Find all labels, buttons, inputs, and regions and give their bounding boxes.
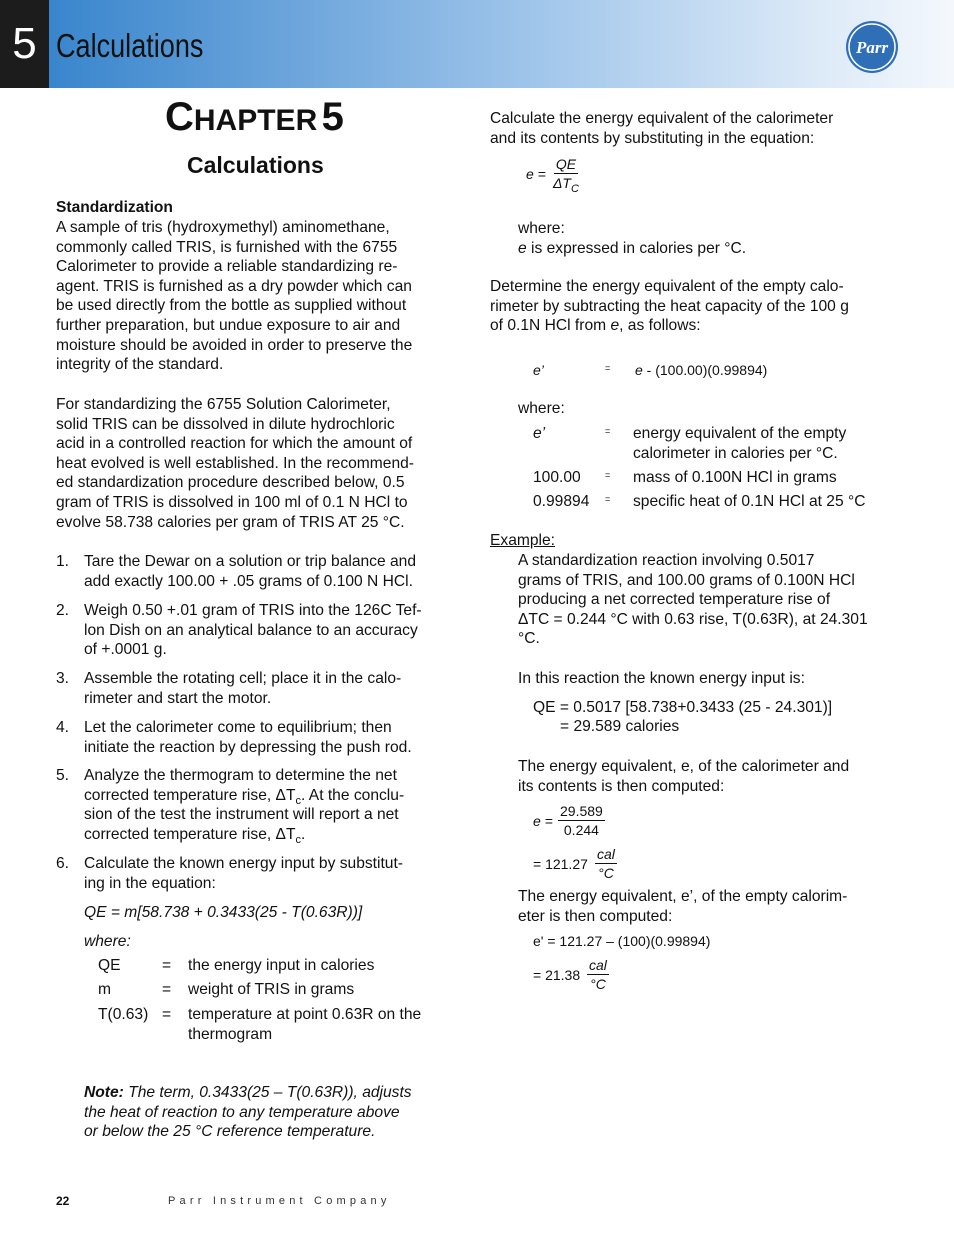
note: Note: The term, 0.3433(25 – T(0.63R)), adjusts the heat of reaction to any temperature above or below the 25 °C reference temperature. bbox=[84, 1084, 412, 1141]
def-description: temperature at point 0.63R on the thermogram bbox=[188, 1006, 422, 1043]
header-section-title: Calculations bbox=[56, 27, 204, 64]
def-equals: = bbox=[162, 981, 172, 998]
energy-equivalent-text: The energy equivalent, e, of the calorimeter and its contents is then computed: bbox=[518, 758, 850, 795]
qe-calc-line2: = 29.589 calories bbox=[560, 718, 680, 735]
qe-calc-line1: QE = 0.5017 [58.738+0.3433 (25 - 24.301)] bbox=[533, 699, 833, 716]
eq6-lhs: = 21.38 bbox=[533, 967, 581, 983]
page-number: 22 bbox=[56, 1194, 70, 1208]
chapter-heading: CHAPTER 5 bbox=[165, 95, 344, 139]
energy-input-equation: QE = m[58.738 + 0.3433(25 - T(0.63R))] bbox=[84, 904, 363, 921]
eq4-lhs: = 121.27 bbox=[533, 856, 588, 872]
def-symbol: 100.00 bbox=[533, 469, 581, 486]
paragraph-intro: A sample of tris (hydroxymethyl) aminomethane, commonly called TRIS, is furnished with the 6755 Calorimeter to provide a reliable standardizing re- agent. TRIS is furnished as a dry powder which can be used directly from the bottle as supplied without further preparation, but undue exposure to air and moisture should be avoided in order to preserve the integrity of the standard. bbox=[56, 219, 413, 374]
where-e-line: e is expressed in calories per °C. bbox=[518, 240, 747, 257]
eq4-fraction: cal °C bbox=[597, 846, 615, 881]
footer-company: Parr Instrument Company bbox=[168, 1195, 391, 1207]
paragraph-standardizing: For standardizing the 6755 Solution Calorimeter, solid TRIS can be dissolved in dilute hydrochloric acid in a controlled reaction for which the amount of heat evolved is well established. In the recommend- ed standardization procedure described below, 0.5 gram of TRIS is dissolved in 100 ml of 0.1 N HCl to evolve 58.738 calories per gram of TRIS AT 25 °C. bbox=[56, 396, 414, 531]
eq2-equals: = bbox=[605, 363, 611, 373]
def-description: specific heat of 0.1N HCl at 25 °C bbox=[633, 493, 866, 510]
eq3-lhs: e = bbox=[533, 813, 553, 829]
def-symbol: 0.99894 bbox=[533, 493, 590, 510]
page-header bbox=[0, 0, 954, 88]
def-description: the energy input in calories bbox=[188, 957, 375, 974]
known-input-text: In this reaction the known energy input is: bbox=[518, 670, 805, 687]
def-equals: = bbox=[605, 426, 611, 436]
def-symbol: m bbox=[98, 981, 111, 998]
chapter-tab-number: 5 bbox=[0, 0, 49, 88]
svg-text:Parr: Parr bbox=[855, 38, 889, 57]
where-label: where: bbox=[518, 400, 565, 417]
def-description: weight of TRIS in grams bbox=[188, 981, 355, 998]
eq2-rhs: e - (100.00)(0.99894) bbox=[635, 362, 768, 378]
eq1-lhs: e = bbox=[526, 166, 546, 182]
example-text: A standardization reaction involving 0.5017 grams of TRIS, and 100.00 grams of 0.100N HCl producing a net corrected temperature rise of ΔTC = 0.244 °C with 0.63 rise, T(0.63R), at 24.301 °C. bbox=[518, 552, 868, 648]
def-symbol: QE bbox=[98, 957, 121, 974]
empty-equivalent-text: The energy equivalent, e’, of the empty calorim- eter is then computed: bbox=[518, 888, 848, 925]
def-equals: = bbox=[162, 957, 172, 974]
eq2-lhs: e’ bbox=[533, 362, 544, 378]
def-symbol: e’ bbox=[533, 425, 546, 442]
chapter-subtitle: Calculations bbox=[187, 152, 324, 178]
def-equals: = bbox=[605, 470, 611, 480]
parr-logo bbox=[845, 20, 899, 74]
def-description: energy equivalent of the empty calorimeter in calories per °C. bbox=[633, 425, 847, 462]
example-label: Example: bbox=[490, 532, 556, 549]
def-equals: = bbox=[605, 494, 611, 504]
def-symbol: T(0.63) bbox=[98, 1006, 149, 1023]
def-equals: = bbox=[162, 1006, 172, 1023]
def-description: mass of 0.100N HCl in grams bbox=[633, 469, 837, 486]
eq1-fraction: QE $\Delta T_C$ bbox=[553, 156, 579, 195]
eq5: e' = 121.27 – (100)(0.99894) bbox=[533, 933, 711, 949]
where-label: where: bbox=[84, 933, 131, 950]
where-label: where: bbox=[518, 220, 565, 237]
section-heading: Standardization bbox=[56, 199, 173, 216]
paragraph-calc-intro: Calculate the energy equivalent of the calorimeter and its contents by substituting in the equation: bbox=[490, 110, 834, 147]
eq3-fraction: $\frac{29.589}{0.244}$ bbox=[560, 803, 603, 838]
paragraph-empty-calorimeter: Determine the energy equivalent of the empty calo- rimeter by subtracting the heat capacity of the 100 g of 0.1N HCl from e, as follows: bbox=[490, 278, 849, 335]
eq6-fraction: cal °C bbox=[589, 957, 607, 992]
